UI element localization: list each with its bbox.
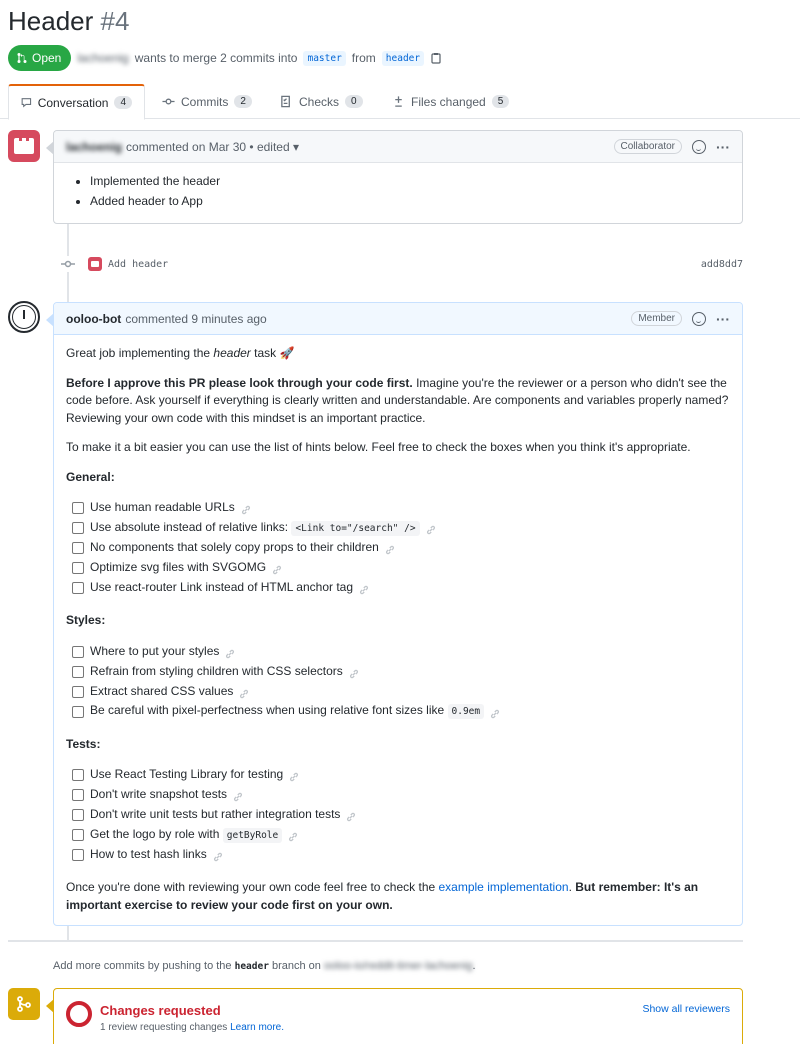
task-text: Where to put your styles bbox=[90, 643, 220, 658]
link-icon[interactable] bbox=[490, 707, 500, 717]
task-label bbox=[90, 806, 340, 824]
tab-files-changed[interactable] bbox=[380, 84, 521, 119]
avatar[interactable] bbox=[8, 301, 40, 333]
approve-paragraph bbox=[66, 375, 730, 428]
comment-body bbox=[54, 163, 742, 211]
learn-more-link[interactable]: Learn more. bbox=[230, 1022, 285, 1033]
task-label bbox=[90, 786, 227, 804]
status-badge bbox=[8, 45, 71, 71]
review-title: Changes requested bbox=[100, 1003, 221, 1018]
task-text: Be careful with pixel-perfectness when using relative font sizes like bbox=[90, 703, 448, 718]
link-icon[interactable] bbox=[288, 830, 298, 840]
task-text: Optimize svg files with SVGOMG bbox=[90, 560, 267, 575]
example-implementation-link[interactable]: example implementation bbox=[438, 880, 569, 894]
task-checkbox[interactable] bbox=[72, 809, 84, 821]
task-label bbox=[90, 539, 379, 557]
comment-meta[interactable]: commented on Mar 30 • edited ▾ bbox=[126, 139, 299, 154]
task-checkbox[interactable] bbox=[72, 686, 84, 698]
link-icon[interactable] bbox=[239, 687, 249, 697]
hints-paragraph: To make it a bit easier you can use the list of hints below. Feel free to check the boxes when you think it's appropriate. bbox=[66, 440, 691, 454]
checklist-icon bbox=[280, 95, 293, 108]
link-icon[interactable] bbox=[426, 523, 436, 533]
pr-title-text: Header bbox=[8, 6, 94, 36]
task-checkbox[interactable] bbox=[72, 769, 84, 781]
styles-heading: Styles: bbox=[66, 613, 106, 627]
task-item bbox=[66, 845, 730, 865]
tab-counter: 0 bbox=[345, 95, 363, 108]
tests-task-list bbox=[66, 765, 730, 865]
tests-heading: Tests: bbox=[66, 736, 101, 751]
tab-label: Files changed bbox=[411, 94, 486, 109]
task-text: Use human readable URLs bbox=[90, 500, 235, 515]
tab-checks[interactable] bbox=[268, 84, 375, 119]
link-icon[interactable] bbox=[241, 503, 251, 513]
general-heading: General: bbox=[66, 469, 115, 484]
task-checkbox[interactable] bbox=[72, 849, 84, 861]
push-note-branch: header bbox=[234, 961, 269, 972]
clipboard-icon[interactable] bbox=[430, 52, 442, 64]
tab-label: Conversation bbox=[37, 95, 109, 110]
link-icon[interactable] bbox=[272, 563, 282, 573]
pr-meta bbox=[8, 45, 442, 71]
task-checkbox[interactable] bbox=[72, 666, 84, 678]
tab-counter: 4 bbox=[114, 96, 132, 109]
task-item bbox=[66, 682, 730, 702]
repo-link[interactable]: ooloo-io/reddit-timer-lachoenig bbox=[323, 960, 473, 972]
task-text: Use React Testing Library for testing bbox=[90, 767, 284, 782]
show-all-reviewers-link[interactable]: Show all reviewers bbox=[642, 1003, 730, 1015]
from-text: from bbox=[351, 51, 376, 65]
styles-task-list bbox=[66, 642, 730, 722]
push-note bbox=[53, 960, 476, 972]
list-item: • Added header to App bbox=[90, 191, 730, 211]
task-checkbox[interactable] bbox=[72, 522, 84, 534]
tab-counter: 5 bbox=[492, 95, 510, 108]
task-code: getByRole bbox=[223, 828, 282, 843]
timeline-divider bbox=[8, 940, 743, 942]
comment-box bbox=[53, 130, 743, 224]
more-options-icon[interactable]: ··· bbox=[716, 138, 730, 155]
task-text: How to test hash links bbox=[90, 847, 207, 862]
task-text: Use react-router Link instead of HTML anchor tag bbox=[90, 580, 354, 595]
approve-text: Imagine you're the reviewer or a person who didn't see the code before. Ask yourself if everything is clearly written and understandable. Are components and variables properly named? Reviewing your own code with this mindset is an important practice. bbox=[66, 375, 729, 425]
task-item bbox=[66, 805, 730, 825]
more-options-icon[interactable]: ··· bbox=[716, 310, 730, 327]
role-badge: Collaborator bbox=[614, 139, 682, 154]
task-item bbox=[66, 538, 730, 558]
link-icon[interactable] bbox=[213, 850, 223, 860]
tab-label: Commits bbox=[181, 94, 229, 109]
link-icon[interactable] bbox=[289, 770, 299, 780]
link-icon[interactable] bbox=[225, 647, 235, 657]
link-icon[interactable] bbox=[233, 790, 243, 800]
task-checkbox[interactable] bbox=[72, 542, 84, 554]
review-subtitle-text: 1 review requesting changes bbox=[100, 1022, 228, 1033]
task-checkbox[interactable] bbox=[72, 706, 84, 718]
git-merge-icon bbox=[15, 995, 33, 1013]
comment-author[interactable]: lachoenig bbox=[66, 139, 123, 154]
task-label bbox=[90, 519, 420, 538]
push-note-text: branch on bbox=[268, 960, 324, 972]
task-label bbox=[90, 702, 484, 721]
task-label bbox=[90, 499, 235, 517]
commit-dot-icon bbox=[60, 256, 76, 272]
comment-header bbox=[54, 131, 742, 163]
task-label bbox=[90, 683, 233, 701]
status-label: Open bbox=[32, 51, 62, 65]
changes-requested-icon bbox=[66, 1001, 92, 1027]
avatar[interactable] bbox=[88, 257, 102, 271]
task-item bbox=[66, 558, 730, 578]
task-label bbox=[90, 826, 282, 845]
avatar[interactable] bbox=[8, 130, 40, 162]
task-item bbox=[66, 498, 730, 518]
task-label bbox=[90, 846, 207, 864]
task-checkbox[interactable] bbox=[72, 829, 84, 841]
link-icon[interactable] bbox=[359, 583, 369, 593]
comment-author[interactable]: ooloo-bot bbox=[66, 311, 122, 326]
push-note-end: . bbox=[472, 960, 476, 972]
comment-meta[interactable]: commented 9 minutes ago bbox=[125, 311, 267, 326]
push-note-text: Add more commits by pushing to the bbox=[53, 960, 235, 972]
closing-text: Once you're done with reviewing your own code feel free to check the bbox=[66, 880, 439, 894]
task-text: Use absolute instead of relative links: bbox=[90, 519, 292, 534]
task-item bbox=[66, 662, 730, 682]
list-item: • Implemented the header bbox=[90, 171, 730, 191]
task-code: <Link to="/search" /> bbox=[291, 521, 419, 536]
intro-text-end: task 🚀 bbox=[250, 346, 295, 360]
merge-text: wants to merge 2 commits into bbox=[134, 51, 298, 65]
task-item bbox=[66, 825, 730, 845]
task-checkbox[interactable] bbox=[72, 646, 84, 658]
task-item bbox=[66, 578, 730, 598]
task-text: Don't write unit tests but rather integration tests bbox=[90, 807, 341, 822]
task-code: 0.9em bbox=[448, 704, 485, 719]
comment-icon bbox=[21, 96, 32, 109]
emoji-reaction-icon[interactable] bbox=[692, 140, 706, 154]
task-text: Refrain from styling children with CSS selectors bbox=[90, 663, 343, 678]
closing-bold: But remember: It's an important exercise to review your code first on your own. bbox=[66, 880, 699, 912]
commit-sha[interactable]: add8dd7 bbox=[700, 258, 743, 270]
tab-label: Checks bbox=[299, 94, 340, 109]
pull-request-icon bbox=[16, 52, 28, 64]
task-label bbox=[90, 766, 283, 784]
closing-paragraph bbox=[66, 879, 730, 914]
merge-status-avatar bbox=[8, 988, 40, 1020]
task-item bbox=[66, 642, 730, 662]
intro-paragraph bbox=[66, 345, 730, 363]
page-title bbox=[8, 6, 129, 37]
task-label bbox=[90, 663, 343, 681]
base-branch[interactable]: master bbox=[303, 51, 345, 66]
link-icon[interactable] bbox=[385, 543, 395, 553]
task-item bbox=[66, 765, 730, 785]
task-item bbox=[66, 518, 730, 538]
pr-number: #4 bbox=[100, 6, 130, 36]
diff-icon bbox=[392, 95, 405, 108]
commit-message[interactable]: Add header bbox=[108, 258, 169, 270]
task-item bbox=[66, 702, 730, 722]
task-checkbox[interactable] bbox=[72, 562, 84, 574]
intro-emphasis: header bbox=[213, 346, 251, 360]
general-task-list bbox=[66, 498, 730, 598]
closing-sep: . bbox=[568, 880, 576, 894]
tab-commits[interactable] bbox=[150, 84, 264, 119]
role-badge: Member bbox=[631, 311, 682, 326]
head-branch[interactable]: header bbox=[382, 51, 424, 66]
author-link[interactable]: lachoenig bbox=[77, 51, 129, 65]
link-icon[interactable] bbox=[349, 667, 359, 677]
intro-text: Great job implementing the bbox=[66, 346, 214, 360]
task-label bbox=[90, 643, 219, 661]
task-text: No components that solely copy props to their children bbox=[90, 540, 379, 555]
commit-event bbox=[60, 254, 743, 274]
task-text: Get the logo by role with bbox=[90, 826, 223, 841]
task-text: Don't write snapshot tests bbox=[90, 787, 228, 802]
task-item bbox=[66, 785, 730, 805]
review-status-box bbox=[53, 988, 743, 1044]
comment-header bbox=[54, 303, 742, 335]
tab-counter: 2 bbox=[234, 95, 252, 108]
comment-box bbox=[53, 302, 743, 926]
tab-conversation[interactable] bbox=[8, 84, 145, 120]
task-checkbox[interactable] bbox=[72, 502, 84, 514]
comment-body bbox=[54, 335, 742, 914]
task-label bbox=[90, 579, 353, 597]
task-label bbox=[90, 559, 266, 577]
commit-icon bbox=[162, 95, 175, 108]
task-checkbox[interactable] bbox=[72, 582, 84, 594]
task-text: Extract shared CSS values bbox=[90, 683, 234, 698]
pr-tabs bbox=[0, 84, 800, 119]
emoji-reaction-icon[interactable] bbox=[692, 312, 706, 326]
link-icon[interactable] bbox=[346, 810, 356, 820]
approve-bold: Before I approve this PR please look through your code first. bbox=[66, 375, 413, 390]
review-subtitle bbox=[100, 1022, 284, 1033]
task-checkbox[interactable] bbox=[72, 789, 84, 801]
